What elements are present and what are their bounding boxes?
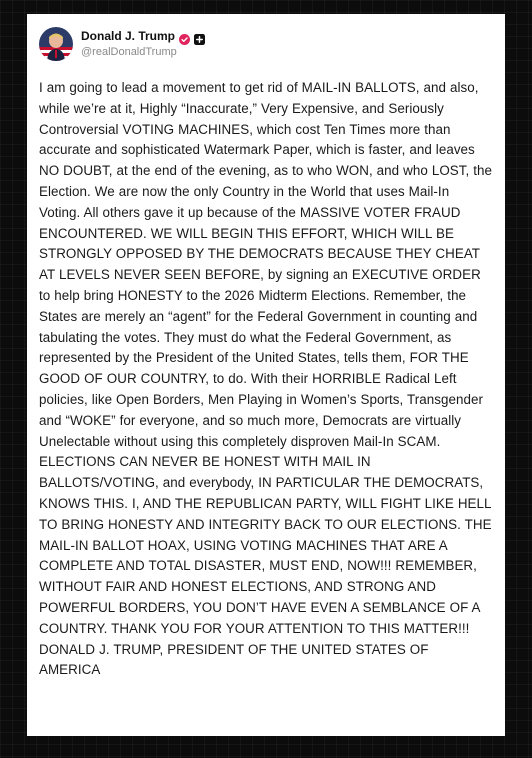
name-row (81, 29, 205, 43)
author-handle[interactable]: @realDonaldTrump (81, 45, 177, 58)
author-block (81, 29, 205, 59)
post-card (27, 14, 505, 736)
author-display-name[interactable]: Donald J. Trump (81, 29, 176, 44)
verified-badge-icon (179, 31, 190, 42)
avatar-image (39, 27, 73, 61)
avatar[interactable] (39, 27, 73, 61)
post-text: I am going to lead a movement to get rid of MAIL-IN BALLOTS, and also, while we’re at it, Highly “Inaccurate,” Very Expensive, and Seriously Controversial VOTING MACHINES, which cost Ten Times more than accurate and sophisticated Watermark Paper, which is faster, and leaves NO DOUBT, at the end of the evening, as to who WON, and who LOST, the Election. We are now the only Country in the World that uses Mail-In Voting. All others gave it up because of the MASSIVE VOTER FRAUD ENCOUNTERED. WE WILL BEGIN THIS EFFORT, WHICH WILL BE STRONGLY OPPOSED BY THE DEMOCRATS BECAUSE THEY CHEAT AT LEVELS NEVER SEEN BEFORE, by signing an EXECUTIVE ORDER to help bring HONESTY to the 2026 Midterm Elections. Remember, the States are merely an “agent” for the Federal Government in counting and tabulating the votes. They must do what the Federal Government, as represented by the President of the United States, tells them, FOR THE GOOD OF OUR COUNTRY, to do. With their HORRIBLE Radical Left policies, like Open Borders, Men Playing in Women’s Sports, Transgender and “WOKE” for everyone, and so much more, Democrats are virtually Unelectable without using this completely disproven Mail-In SCAM. ELECTIONS CAN NEVER BE HONEST WITH MAIL IN BALLOTS/VOTING, and everybody, IN PARTICULAR THE DEMOCRATS, KNOWS THIS. I, AND THE REPUBLICAN PARTY, WILL FIGHT LIKE HELL TO BRING HONESTY AND INTEGRITY BACK TO OUR ELECTIONS. THE MAIL-IN BALLOT HOAX, USING VOTING MACHINES THAT ARE A COMPLETE AND TOTAL DISASTER, MUST END, NOW!!! REMEMBER, WITHOUT FAIR AND HONEST ELECTIONS, AND STRONG AND POWERFUL BORDERS, YOU DON’T HAVE EVEN A SEMBLANCE OF A COUNTRY. THANK YOU FOR YOUR ATTENTION TO THIS MATTER!!! DONALD J. TRUMP, PRESIDENT OF THE UNITED STATES OF AMERICA (39, 80, 493, 678)
post-header (39, 26, 493, 62)
plus-icon[interactable] (194, 31, 205, 42)
